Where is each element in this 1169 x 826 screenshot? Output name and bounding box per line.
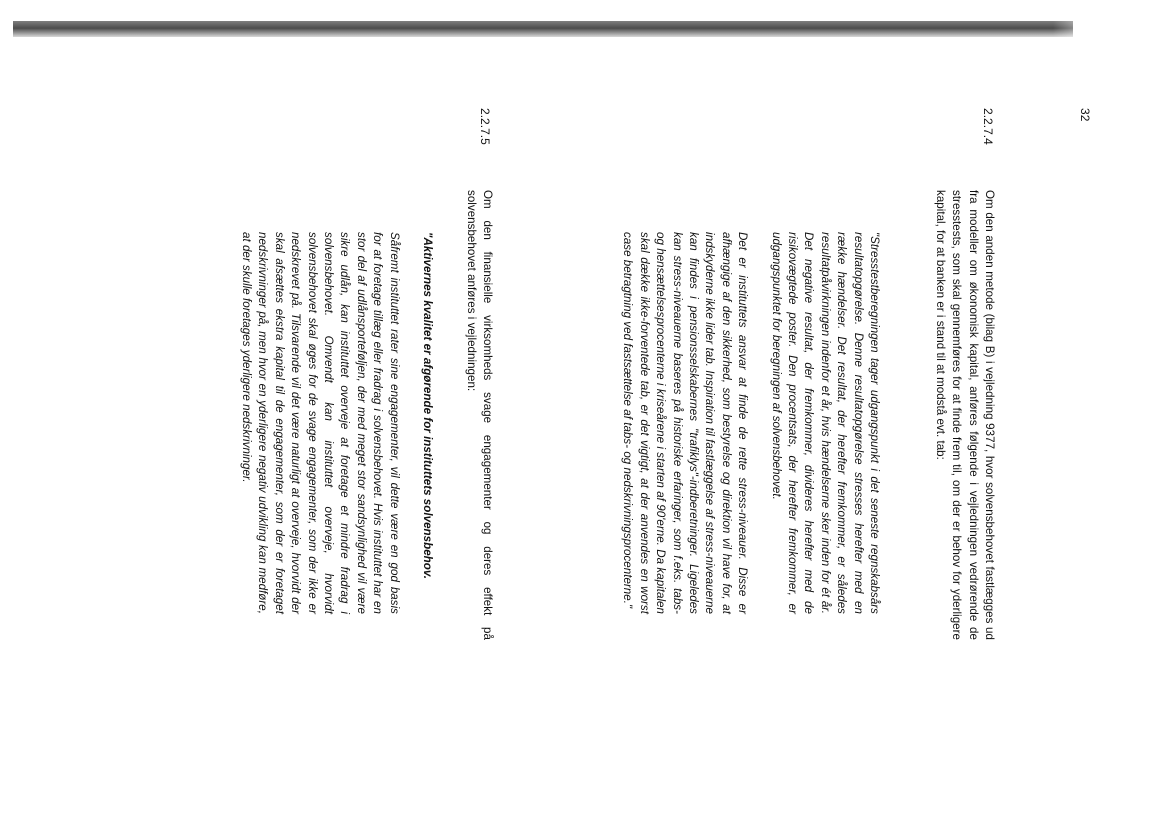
quote-paragraph: "Stresstestberegningen tager udgangspunkt i det seneste regnskabsårs resultatopgørelse. Denne resultatopgørelse stresses herefter med en række hændelser. Det resultat, der herefter fremkommer, er således resultatpåvirkningen indenfor et år, hvis hændelserne sker inden for ét år. Det negative resultat, der fremkommer, divideres herefter med de risikovægtede poster. Den procentsats, der herefter fremkommer, er udgangspunktet for beregningen af solvensbehovet. [769,232,881,614]
quote-paragraph: Såfremt instituttet rater sine engagementer, vil dette være en god basis for at foretage tillæg eller fradrag i solvensbehovet. Hvis instituttet har en stor del af udlånsporteføljen, der med meget stor sandsynlighed vil være sikre udlån, kan instituttet overveje at foretage et mindre fradrag i solvensbehovet. Omvendt kan instituttet overveje, hvorvidt solvensbehovet skal øges for de svage engagementer, som der ikke er nedskrevet på. Tilsvarende vil det være naturligt at overveje, hvorvidt der skal afsættes ekstra kapital til de engagementer, som der er foretaget nedskrivninger på, men hvor en yderligere negativ udvikling kan medføre, at der skulle foretages yderligere nedskrivninger. [239,232,401,614]
page-number: 32 [1078,108,1092,122]
section-quote-2-2-7-4 [602,232,882,614]
section-intro-2-2-7-5: Om den finansielle virksomheds svage engagementer og deres effekt på solvensbehovet anføres i vejledningen: [464,190,494,640]
section-number-2-2-7-5: 2.2.7.5 [478,108,492,145]
scan-edge-shadow [13,21,1073,37]
quote-heading: "Aktivernes kvalitet er afgørende for instituttets solvensbehov. [421,232,434,579]
quote-paragraph: Det er instituttets ansvar at finde de rette stress-niveauer. Disse er afhængige af den sikkerhed, som bestyrelse og direktion vil have for, at indskyderne ikke lider tab. Inspiration til fastlæggelse af stress-niveauerne kan findes i pensionsselskabernes "trafiklys"-indberetninger. Ligeledes kan stress-niveauerne baseres på historiske erfaringer, som f.eks. tabs- og hensættelsesprocenterne i kriseårene i starten af 90'erne. Da kapitalen skal dække ikke-forventede tab, er det vigtigt, at der anvendes en worst case betragtning ved fastsættelse af tabs- og nedskrivningsprocenterne." [621,232,750,614]
section-intro-2-2-7-4: Om den anden metode (bilag B) i vejledning 9377, hvor solvensbehovet fastlægges ud fra modeller om økonomisk kapital, anføres følgende i vejledningen vedrørende de stresstests, som skal gennemføres for at finde frem til, om der er behov for yderligere kapital, for at banken er i stand til at modstå evt. tab: [933,190,996,640]
section-number-2-2-7-4: 2.2.7.4 [981,108,995,145]
section-quote-2-2-7-5 [221,232,435,614]
